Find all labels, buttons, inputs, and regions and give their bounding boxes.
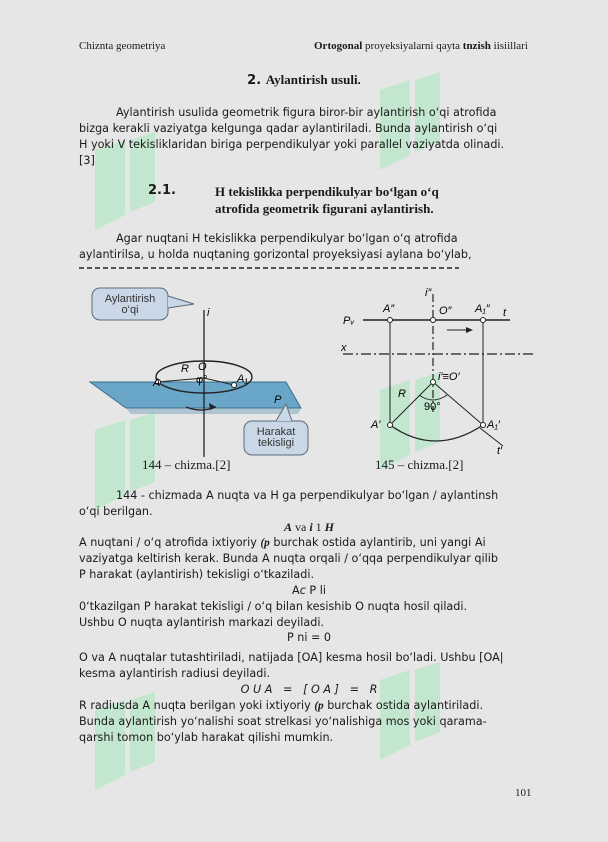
callout-axis-line2: o‘qi: [121, 304, 139, 316]
subsection-title: H tekislikka perpendikulyar bo‘lgan o‘q atrofida geometrik figurani aylantirish.: [215, 184, 439, 216]
label-A1: A₁: [237, 373, 248, 385]
sub-line-2: aylantirilsa, u holda nuqtaning gorizontal proyeksiyasi aylana bo‘ylab,: [79, 248, 472, 261]
label-i: i: [207, 307, 210, 319]
body-line-5: P harakat (aylantirish) tekisligi o‘tkaziladi.: [79, 568, 315, 581]
body-line-8: O va A nuqtalar tutashtiriladi, natijada [OA] kesma hosil bo‘ladi. Ushbu [OA|: [79, 651, 504, 664]
formula-1: A va i 1 H: [283, 520, 335, 534]
label-O2: O″: [439, 305, 452, 317]
label-x: x: [341, 342, 347, 354]
label-90: 90°: [424, 401, 441, 413]
label-O: O: [198, 361, 207, 373]
clipped-text-line: [79, 265, 459, 270]
formula-2: Ac P li: [292, 584, 326, 597]
label-phi: φ°: [196, 374, 208, 386]
label-Pv: Pᵥ: [343, 315, 355, 327]
running-header-right: Ortogonal proyeksiyalarni qayta tnzish iisiillari: [314, 40, 528, 52]
label-R2: R: [398, 388, 406, 400]
body-line-4: vaziyatga keltirish kerak. Bunda A nuqta orqali / o‘qqa perpendikulyar qilib: [79, 552, 498, 565]
body-line-10: R radiusda A nuqta berilgan yoki ixtiyoriy (p burchak ostida aylantiriladi.: [79, 699, 484, 712]
label-R: R: [181, 363, 189, 375]
label-i2: i″: [425, 287, 432, 299]
label-P: P: [274, 394, 282, 406]
body-line-12: qarshi tomon bo‘ylab harakat qilishi mumkin.: [79, 731, 334, 744]
figure-144: [86, 282, 326, 472]
body-line-9: kesma aylantirish radiusi deyiladi.: [79, 667, 271, 680]
body-line-6: 0‘tkazilgan P harakat tekisligi / o‘q bilan kesishib O nuqta hosil qiladi.: [79, 600, 468, 613]
body-line-11: Bunda aylantirish yo‘nalishi soat strelkasi yo‘nalishiga mos yoki qarama-: [79, 715, 487, 728]
label-iO: i′≡O′: [438, 371, 460, 383]
sub-line-1: Agar nuqtani H tekislikka perpendikulyar bo‘lgan o‘q atrofida: [116, 232, 458, 245]
label-A2: A″: [383, 303, 395, 315]
body-line-7: Ushbu O nuqta aylantirish markazi deyiladi.: [79, 616, 324, 629]
callout-axis-line1: Aylantirish: [104, 293, 156, 305]
running-header-left: Chiznta geometriya: [79, 40, 166, 52]
intro-line-4: [3]: [79, 154, 95, 167]
section-title: 2. Aylantirish usuli.: [247, 72, 361, 88]
label-tp: t′: [497, 445, 503, 457]
body-line-2: o‘qi berilgan.: [79, 505, 153, 518]
label-A11p: A₁′: [487, 419, 500, 431]
intro-line-3: H yoki V tekisliklaridan biriga perpendikulyar yoki parallel vaziyatda olinadi.: [79, 138, 505, 151]
intro-line-1: Aylantirish usulida geometrik figura biror-bir aylantirish o‘qi atrofida: [116, 106, 497, 119]
label-t: t: [503, 307, 507, 319]
subsection-number: 2.1.: [148, 183, 176, 198]
label-A1p: A′: [371, 419, 381, 431]
label-A: A: [153, 377, 161, 389]
label-A12: A₁″: [475, 303, 490, 315]
intro-line-2: bizga kerakli vaziyatga kelgunga qadar aylantiriladi. Bunda aylantirish o‘qi: [79, 122, 498, 135]
caption-144: 144 – chizma.[2]: [142, 457, 231, 472]
caption-145: 145 – chizma.[2]: [375, 457, 464, 472]
body-line-3: A nuqtani / o‘q atrofida ixtiyoriy (p burchak ostida aylantirib, uni yangi Ai: [79, 536, 486, 549]
formula-4: O U A = [ O A ] = R: [240, 683, 378, 696]
body-line-1: 144 - chizmada A nuqta va H ga perpendikulyar bo‘lgan / aylantinsh: [116, 489, 499, 502]
figure-145: [335, 282, 535, 462]
callout-plane-line1: Harakat: [256, 426, 296, 438]
page-number: 101: [515, 787, 532, 799]
formula-3: P ni = 0: [286, 631, 332, 644]
callout-plane-line2: tekisligi: [257, 437, 295, 449]
